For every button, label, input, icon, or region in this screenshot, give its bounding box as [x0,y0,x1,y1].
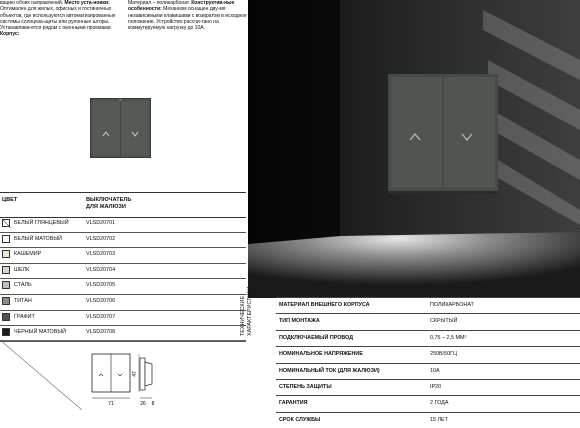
colors-table-header [0,192,246,218]
col-color-header: ЦВЕТ [2,197,18,203]
table-row [0,310,246,327]
spec-key: НОМИНАЛЬНЫЙ ТОК (ДЛЯ ЖАЛЮЗИ) [279,367,380,374]
spec-value: 0,75 – 2,5 ММ² [430,334,467,341]
spec-value: ПОЛИКАРБОНАТ [430,302,474,308]
spec-row [276,363,580,379]
specs-table [276,297,580,428]
intro-text: вацию обоих направлений. [0,0,65,6]
color-swatch [2,313,10,321]
color-swatch [2,328,10,336]
article-code: VLSD20707 [86,313,116,320]
spec-key: СРОК СЛУЖБЫ [279,416,321,423]
spec-row [276,379,580,395]
col-switch-header-line1: ВЫКЛЮЧАТЕЛЬ [86,197,132,203]
color-swatch [2,235,10,243]
color-name: ШЕЛК [14,266,30,273]
dim-width: 71 [108,401,114,407]
color-swatch [2,266,10,274]
intro-bold-label: Корпус: [0,31,20,38]
spec-value: 250В/50ГЦ [430,351,457,358]
spec-key: НОМИНАЛЬНОЕ НАПРЯЖЕНИЕ [279,351,363,358]
color-name: ГРАФИТ [14,313,35,320]
spec-row [276,395,580,411]
color-name: СТАЛЬ [14,282,32,289]
table-row [0,216,246,233]
intro-bold-label: Конструктив-ные особенности: [128,0,235,13]
product-photo [248,0,580,298]
switch-product-image [90,98,151,158]
intro-text: Механизм оснащен дву-мя независимыми клавишами с возвратом в исходное положение. Устройство рассчи-тано на коммутируемую нагрузку до 10А. [128,6,247,32]
spec-value: IP20 [430,383,442,390]
article-code: VLSD20705 [86,282,116,289]
article-code: VLSD20701 [86,220,116,226]
col-switch-header [86,197,131,211]
article-code: VLSD20703 [86,251,116,258]
intro-text: Оптимален для жилых, офисных и гостиничных объектов, где используются автоматизированные системы солнцеза-щиты или рулонные шторы. Устанавлива-ется рядом с оконными проемами. [0,6,116,32]
intro-text-col2 [128,0,248,31]
color-name: ЧЕРНЫЙ МАТОВЫЙ [14,329,66,336]
color-name: БЕЛЫЙ ГЛЯНЦЕВЫЙ [14,220,69,226]
spec-value: 10А [430,367,440,374]
table-row [0,263,246,280]
spec-key: ГАРАНТИЯ [279,400,308,407]
dim-height: 47 [132,371,138,377]
spec-value: СКРЫТЫЙ [430,318,458,325]
table-row [0,278,246,295]
spec-key: ПОДКЛЮЧАЕМЫЙ ПРОВОД [279,334,354,341]
color-swatch [2,281,10,289]
intro-bold-label: Место уста-новки: [64,0,110,6]
article-code: VLSD20702 [86,235,116,242]
article-code: VLSD20706 [86,298,116,304]
color-name: БЕЛЫЙ МАТОВЫЙ [14,235,62,242]
specs-section-label [240,266,260,336]
specs-title-line1: ТЕХНИЧЕСКИЕ [240,296,246,336]
col-switch-header-line2: ДЛЯ ЖАЛЮЗИ [86,204,126,210]
spec-row [276,346,580,362]
article-code: VLSD20708 [86,329,116,336]
color-swatch [2,219,10,227]
intro-text: Материал – поликарбонат. [128,0,192,6]
color-swatch [2,250,10,258]
table-row [0,232,246,249]
spec-value: 2 ГОДА [430,400,449,407]
dimension-drawing [0,340,246,410]
table-row [0,294,246,311]
spec-row [276,313,580,329]
specs-title-line2: ХАРАКТЕРИСТИКИ [246,286,253,336]
spec-key: ТИП МОНТАЖА [279,318,320,325]
color-swatch [2,297,10,305]
spec-row [276,330,580,346]
article-code: VLSD20704 [86,266,116,273]
spec-key: МАТЕРИАЛ ВНЕШНЕГО КОРПУСА [279,302,370,308]
intro-text-col1 [0,0,122,38]
spec-value: 15 ЛЕТ [430,416,448,423]
dim-depth-a: 26 [140,401,146,407]
table-row [0,247,246,264]
color-name: КАШЕМИР [14,251,42,258]
spec-key: СТЕПЕНЬ ЗАЩИТЫ [279,383,332,390]
spec-row [276,297,580,313]
color-name: ТИТАН [14,298,32,304]
spec-row [276,412,580,428]
dim-depth-b: 8 [151,401,155,407]
